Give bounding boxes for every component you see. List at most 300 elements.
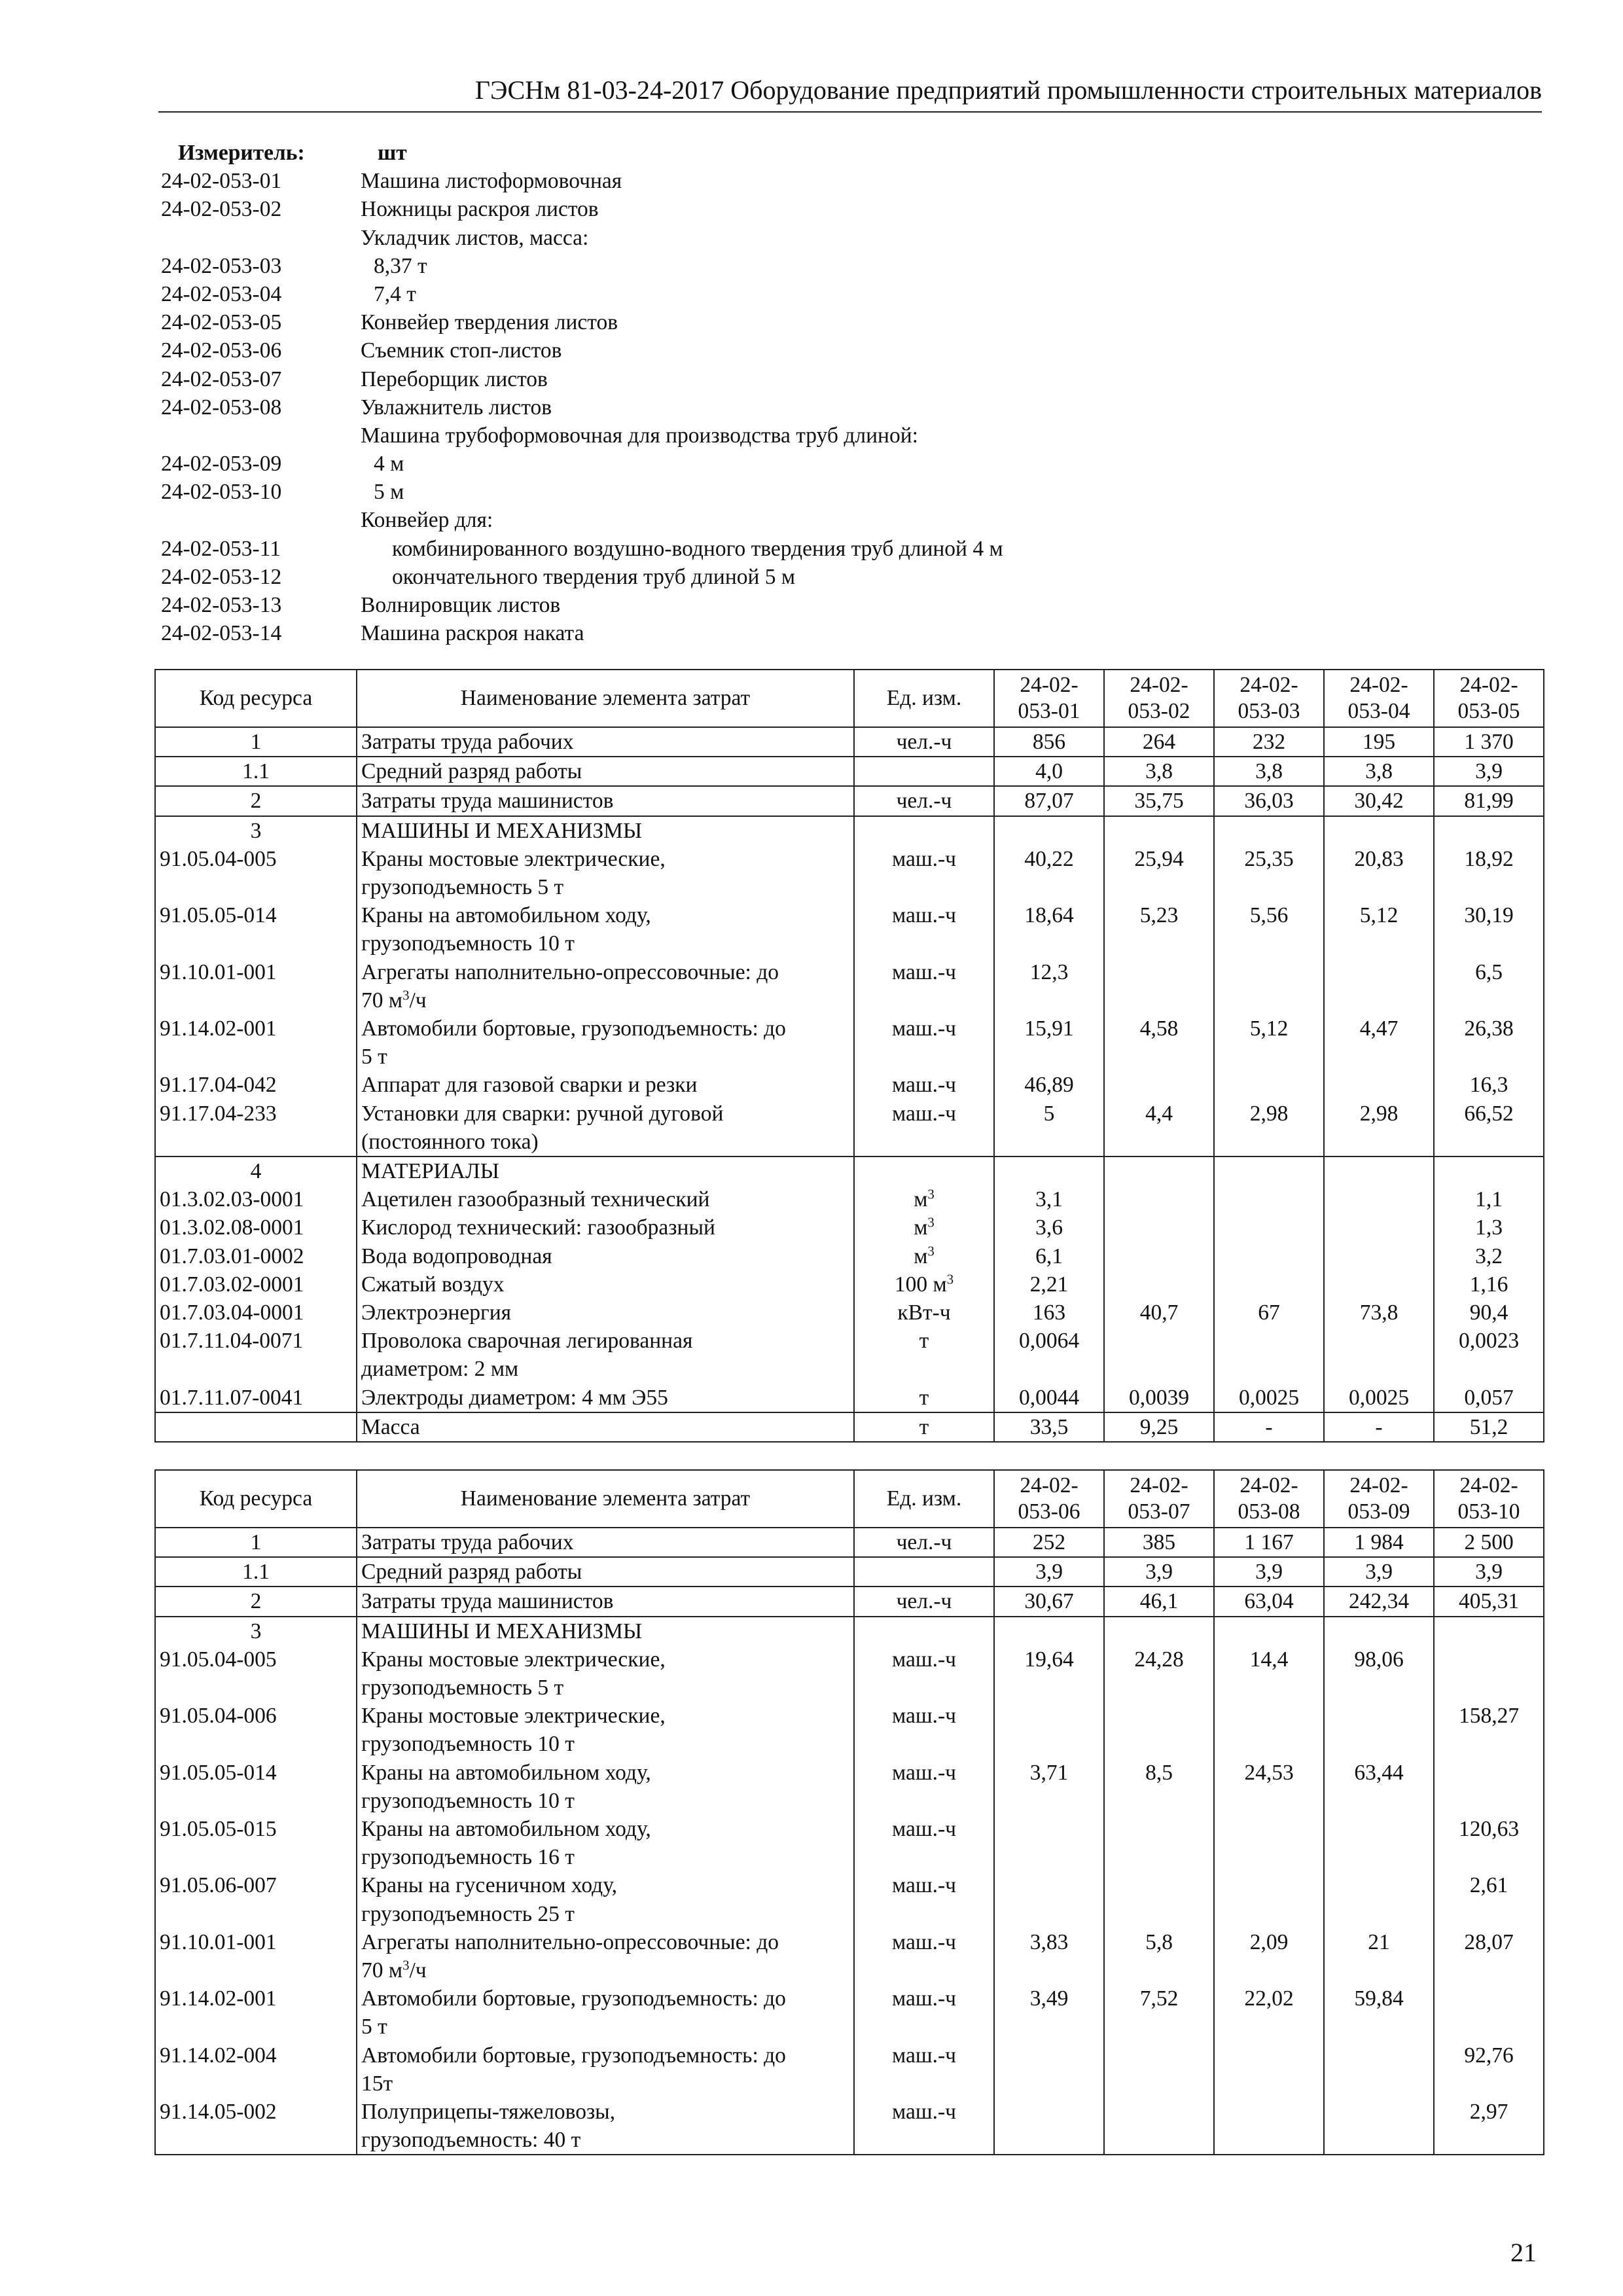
row-unit: чел.-ч bbox=[854, 727, 994, 757]
row-name: Средний разряд работы bbox=[357, 1557, 854, 1587]
row-value bbox=[994, 1617, 1104, 1645]
table-row bbox=[155, 1871, 1544, 1928]
row-value: 1 370 bbox=[1434, 727, 1544, 757]
row-code: 01.7.11.04-0071 bbox=[155, 1327, 357, 1383]
header-name: Наименование элемента затрат bbox=[357, 670, 854, 727]
row-unit: маш.-ч bbox=[854, 1014, 994, 1071]
row-value: 16,3 bbox=[1434, 1071, 1544, 1099]
row-name: МАТЕРИАЛЫ bbox=[357, 1157, 854, 1185]
header-column: 24-02- 053-05 bbox=[1434, 670, 1544, 727]
row-value: 0,0044 bbox=[994, 1384, 1104, 1412]
row-value bbox=[1434, 1157, 1544, 1185]
row-value: 24,28 bbox=[1104, 1645, 1214, 1702]
row-value: 2,61 bbox=[1434, 1871, 1544, 1928]
row-value: 405,31 bbox=[1434, 1587, 1544, 1616]
row-value bbox=[994, 1702, 1104, 1758]
row-value bbox=[1104, 1327, 1214, 1383]
row-name: Автомобили бортовые, грузоподъемность: до 15т bbox=[357, 2041, 854, 2098]
row-unit: т bbox=[854, 1327, 994, 1383]
row-value: 46,1 bbox=[1104, 1587, 1214, 1616]
row-value: 2,98 bbox=[1214, 1100, 1324, 1157]
row-value: 51,2 bbox=[1434, 1412, 1544, 1442]
item-code: 24-02-053-05 bbox=[161, 310, 282, 335]
row-value: 3,9 bbox=[1214, 1557, 1324, 1587]
row-code: 3 bbox=[155, 816, 357, 845]
row-value: 0,0025 bbox=[1214, 1384, 1324, 1412]
row-name: Полуприцепы-тяжеловозы, грузоподъемность: 40 т bbox=[357, 2098, 854, 2155]
table-row bbox=[155, 786, 1544, 816]
item-code: 24-02-053-02 bbox=[161, 197, 282, 222]
row-value bbox=[1214, 1213, 1324, 1242]
row-name: Электроэнергия bbox=[357, 1299, 854, 1327]
row-value: 163 bbox=[994, 1299, 1104, 1327]
row-value: 63,44 bbox=[1324, 1759, 1434, 1815]
row-name: Аппарат для газовой сварки и резки bbox=[357, 1071, 854, 1099]
row-unit: чел.-ч bbox=[854, 786, 994, 816]
header-column: 24-02- 053-04 bbox=[1324, 670, 1434, 727]
row-value bbox=[994, 2041, 1104, 2098]
row-value: 67 bbox=[1214, 1299, 1324, 1327]
table-row bbox=[155, 1071, 1544, 1099]
row-unit: маш.-ч bbox=[854, 1871, 994, 1928]
row-value: 12,3 bbox=[994, 958, 1104, 1014]
row-value bbox=[1104, 2098, 1214, 2155]
table-header-row bbox=[155, 1470, 1544, 1528]
row-code: 91.05.06-007 bbox=[155, 1871, 357, 1928]
item-name: Машина листоформовочная bbox=[361, 169, 622, 194]
row-value: 20,83 bbox=[1324, 845, 1434, 901]
row-value bbox=[1214, 2098, 1324, 2155]
row-value: 5,12 bbox=[1324, 901, 1434, 958]
item-name: Машина раскроя наката bbox=[361, 621, 584, 646]
row-value: 3,6 bbox=[994, 1213, 1104, 1242]
item-code: 24-02-053-01 bbox=[161, 169, 282, 194]
row-name: Автомобили бортовые, грузоподъемность: до 5 т bbox=[357, 1984, 854, 2041]
row-code: 91.05.04-006 bbox=[155, 1702, 357, 1758]
row-name: Затраты труда машинистов bbox=[357, 1587, 854, 1616]
row-code: 91.14.02-001 bbox=[155, 1014, 357, 1071]
row-value: 25,35 bbox=[1214, 845, 1324, 901]
row-value: 59,84 bbox=[1324, 1984, 1434, 2041]
row-value bbox=[1434, 1759, 1544, 1815]
row-code: 91.17.04-233 bbox=[155, 1100, 357, 1157]
row-unit: маш.-ч bbox=[854, 1645, 994, 1702]
row-code: 2 bbox=[155, 786, 357, 816]
row-value: 1 167 bbox=[1214, 1528, 1324, 1557]
row-code: 3 bbox=[155, 1617, 357, 1645]
table-row bbox=[155, 1759, 1544, 1815]
row-unit: $м^3$ bbox=[854, 1213, 994, 1242]
page-number: 21 bbox=[1510, 2238, 1537, 2267]
row-value: 90,4 bbox=[1434, 1299, 1544, 1327]
row-unit bbox=[854, 757, 994, 786]
row-value: 73,8 bbox=[1324, 1299, 1434, 1327]
row-value bbox=[1324, 1327, 1434, 1383]
row-value: 1,1 bbox=[1434, 1185, 1544, 1213]
row-value: 3,71 bbox=[994, 1759, 1104, 1815]
row-name: Краны на гусеничном ходу, грузоподъемность 25 т bbox=[357, 1871, 854, 1928]
row-unit: маш.-ч bbox=[854, 1815, 994, 1871]
item-code: 24-02-053-04 bbox=[161, 281, 282, 306]
row-name: Краны мостовые электрические, грузоподъемность 10 т bbox=[357, 1702, 854, 1758]
table-row bbox=[155, 1270, 1544, 1299]
item-row bbox=[161, 619, 1003, 647]
row-name: Затраты труда рабочих bbox=[357, 1528, 854, 1557]
row-value: 2,97 bbox=[1434, 2098, 1544, 2155]
row-value: 3,9 bbox=[1104, 1557, 1214, 1587]
row-value: 26,38 bbox=[1434, 1014, 1544, 1071]
row-value bbox=[1104, 1871, 1214, 1928]
row-value: 3,9 bbox=[994, 1557, 1104, 1587]
row-value bbox=[1324, 1815, 1434, 1871]
row-value bbox=[1214, 816, 1324, 845]
row-value: 4,47 bbox=[1324, 1014, 1434, 1071]
row-name: Краны мостовые электрические, грузоподъемность 5 т bbox=[357, 1645, 854, 1702]
row-unit: $м^3$ bbox=[854, 1185, 994, 1213]
row-code: 91.05.05-014 bbox=[155, 901, 357, 958]
row-value: 30,67 bbox=[994, 1587, 1104, 1616]
item-code bbox=[161, 422, 361, 450]
item-code: 24-02-053-09 bbox=[161, 452, 282, 476]
row-name: Затраты труда машинистов bbox=[357, 786, 854, 816]
row-code: 01.3.02.03-0001 bbox=[155, 1185, 357, 1213]
measure-list bbox=[161, 139, 1003, 647]
header-column: 24-02- 053-07 bbox=[1104, 1470, 1214, 1528]
row-value bbox=[1104, 1702, 1214, 1758]
row-value bbox=[1214, 1242, 1324, 1270]
measure-label: Измеритель: bbox=[178, 141, 305, 165]
row-value: 81,99 bbox=[1434, 786, 1544, 816]
row-value bbox=[1104, 1617, 1214, 1645]
row-value: 66,52 bbox=[1434, 1100, 1544, 1157]
table-row bbox=[155, 1412, 1544, 1442]
row-code: 91.05.04-005 bbox=[155, 845, 357, 901]
row-value: 6,5 bbox=[1434, 958, 1544, 1014]
row-value: 3,8 bbox=[1324, 757, 1434, 786]
row-name: Электроды диаметром: 4 мм Э55 bbox=[357, 1384, 854, 1412]
row-value: - bbox=[1214, 1412, 1324, 1442]
row-code: 91.05.04-005 bbox=[155, 1645, 357, 1702]
row-name: Проволока сварочная легированная диаметром: 2 мм bbox=[357, 1327, 854, 1383]
row-value: 0,0025 bbox=[1324, 1384, 1434, 1412]
row-unit: чел.-ч bbox=[854, 1528, 994, 1557]
row-value bbox=[994, 1157, 1104, 1185]
table-row bbox=[155, 1242, 1544, 1270]
table-row bbox=[155, 1587, 1544, 1616]
row-unit: кВт-ч bbox=[854, 1299, 994, 1327]
table-row bbox=[155, 1557, 1544, 1587]
item-row bbox=[161, 478, 1003, 506]
row-value bbox=[1214, 1185, 1324, 1213]
row-value: 3,83 bbox=[994, 1928, 1104, 1984]
row-unit: т bbox=[854, 1384, 994, 1412]
table-row bbox=[155, 2098, 1544, 2155]
item-code: 24-02-053-13 bbox=[161, 593, 282, 617]
row-value: 3,9 bbox=[1324, 1557, 1434, 1587]
item-row bbox=[161, 280, 1003, 308]
header-column: 24-02- 053-06 bbox=[994, 1470, 1104, 1528]
row-value bbox=[1104, 1213, 1214, 1242]
row-value bbox=[1104, 1242, 1214, 1270]
header-column: 24-02- 053-10 bbox=[1434, 1470, 1544, 1528]
row-name: Агрегаты наполнительно-опрессовочные: до 70 $м^3/ч$ bbox=[357, 1928, 854, 1984]
row-value: 252 bbox=[994, 1528, 1104, 1557]
header-unit: Ед. изм. bbox=[854, 1470, 994, 1528]
row-unit: маш.-ч bbox=[854, 1071, 994, 1099]
row-value: 6,1 bbox=[994, 1242, 1104, 1270]
row-unit: маш.-ч bbox=[854, 1100, 994, 1157]
row-value: 1,3 bbox=[1434, 1213, 1544, 1242]
row-unit: маш.-ч bbox=[854, 2041, 994, 2098]
table-row bbox=[155, 1014, 1544, 1071]
row-unit: маш.-ч bbox=[854, 1702, 994, 1758]
table-row bbox=[155, 1299, 1544, 1327]
row-code: 01.7.03.02-0001 bbox=[155, 1270, 357, 1299]
row-value: 18,64 bbox=[994, 901, 1104, 958]
header-code: Код ресурса bbox=[155, 1470, 357, 1528]
row-code: 1 bbox=[155, 727, 357, 757]
row-value: 195 bbox=[1324, 727, 1434, 757]
row-value bbox=[1104, 816, 1214, 845]
table-row bbox=[155, 1100, 1544, 1157]
row-value: 2,98 bbox=[1324, 1100, 1434, 1157]
item-row bbox=[161, 167, 1003, 195]
row-code: 91.10.01-001 bbox=[155, 958, 357, 1014]
row-value: 3,8 bbox=[1214, 757, 1324, 786]
row-name: Ацетилен газообразный технический bbox=[357, 1185, 854, 1213]
row-value: 2,09 bbox=[1214, 1928, 1324, 1984]
row-value: 30,42 bbox=[1324, 786, 1434, 816]
row-value: 30,19 bbox=[1434, 901, 1544, 958]
row-name: Краны мостовые электрические, грузоподъемность 5 т bbox=[357, 845, 854, 901]
row-code: 1.1 bbox=[155, 1557, 357, 1587]
header-code: Код ресурса bbox=[155, 670, 357, 727]
row-code: 01.7.03.04-0001 bbox=[155, 1299, 357, 1327]
row-value: 856 bbox=[994, 727, 1104, 757]
row-value: 242,34 bbox=[1324, 1587, 1434, 1616]
item-code: 24-02-053-11 bbox=[161, 536, 281, 561]
row-code: 01.7.03.01-0002 bbox=[155, 1242, 357, 1270]
item-code: 24-02-053-06 bbox=[161, 338, 282, 363]
row-value: 3,9 bbox=[1434, 757, 1544, 786]
row-value: 4,58 bbox=[1104, 1014, 1214, 1071]
row-value bbox=[1324, 1157, 1434, 1185]
row-value: 40,22 bbox=[994, 845, 1104, 901]
row-name: Краны на автомобильном ходу, грузоподъемность 10 т bbox=[357, 901, 854, 958]
row-name: Масса bbox=[357, 1412, 854, 1442]
row-value bbox=[1324, 1213, 1434, 1242]
header-name: Наименование элемента затрат bbox=[357, 1470, 854, 1528]
item-list bbox=[161, 167, 1003, 647]
row-name: Краны на автомобильном ходу, грузоподъемность 10 т bbox=[357, 1759, 854, 1815]
row-unit: маш.-ч bbox=[854, 1759, 994, 1815]
row-value: 8,5 bbox=[1104, 1759, 1214, 1815]
row-value: 5,23 bbox=[1104, 901, 1214, 958]
row-value: 18,92 bbox=[1434, 845, 1544, 901]
row-value: 385 bbox=[1104, 1528, 1214, 1557]
table-row bbox=[155, 1617, 1544, 1645]
row-code bbox=[155, 1412, 357, 1442]
row-value bbox=[1324, 958, 1434, 1014]
row-value bbox=[1104, 1185, 1214, 1213]
row-value bbox=[1434, 1617, 1544, 1645]
row-code: 91.05.05-015 bbox=[155, 1815, 357, 1871]
item-name: Машина трубоформовочная для производства труб длиной: bbox=[361, 423, 918, 448]
table-row bbox=[155, 958, 1544, 1014]
item-row bbox=[161, 195, 1003, 223]
row-unit bbox=[854, 1157, 994, 1185]
table-row bbox=[155, 1984, 1544, 2041]
row-value: 5,8 bbox=[1104, 1928, 1214, 1984]
row-value bbox=[1434, 816, 1544, 845]
table-row bbox=[155, 901, 1544, 958]
row-code: 1.1 bbox=[155, 757, 357, 786]
row-value: 28,07 bbox=[1434, 1928, 1544, 1984]
row-unit bbox=[854, 1557, 994, 1587]
row-unit: маш.-ч bbox=[854, 845, 994, 901]
row-value: 19,64 bbox=[994, 1645, 1104, 1702]
row-value bbox=[994, 1815, 1104, 1871]
item-name: окончательного твердения труб длиной 5 м bbox=[392, 564, 796, 589]
header-column: 24-02- 053-01 bbox=[994, 670, 1104, 727]
item-row bbox=[161, 563, 1003, 591]
item-code bbox=[161, 224, 361, 252]
item-row bbox=[161, 308, 1003, 336]
row-value bbox=[1324, 1270, 1434, 1299]
row-value bbox=[994, 2098, 1104, 2155]
row-value bbox=[1214, 1327, 1324, 1383]
table-row bbox=[155, 757, 1544, 786]
row-value: 87,07 bbox=[994, 786, 1104, 816]
row-name: Сжатый воздух bbox=[357, 1270, 854, 1299]
row-value: 63,04 bbox=[1214, 1587, 1324, 1616]
item-name: Переборщик листов bbox=[361, 367, 548, 391]
row-code: 91.14.02-004 bbox=[155, 2041, 357, 2098]
item-row bbox=[161, 224, 1003, 252]
row-value bbox=[1214, 1270, 1324, 1299]
row-value bbox=[1324, 2098, 1434, 2155]
item-row bbox=[161, 422, 1003, 450]
item-name: Ножницы раскроя листов bbox=[361, 197, 599, 222]
row-value: 40,7 bbox=[1104, 1299, 1214, 1327]
row-value: 2,21 bbox=[994, 1270, 1104, 1299]
row-value: 3,1 bbox=[994, 1185, 1104, 1213]
table-row bbox=[155, 1702, 1544, 1758]
item-row bbox=[161, 336, 1003, 365]
row-value: 14,4 bbox=[1214, 1645, 1324, 1702]
row-value bbox=[1324, 2041, 1434, 2098]
item-name: комбинированного воздушно-водного твердения труб длиной 4 м bbox=[392, 536, 1003, 561]
row-unit: маш.-ч bbox=[854, 958, 994, 1014]
row-name: Вода водопроводная bbox=[357, 1242, 854, 1270]
row-code: 91.17.04-042 bbox=[155, 1071, 357, 1099]
item-row bbox=[161, 252, 1003, 280]
table-row bbox=[155, 1645, 1544, 1702]
item-row bbox=[161, 393, 1003, 422]
item-row bbox=[161, 365, 1003, 393]
row-value bbox=[1324, 816, 1434, 845]
row-value bbox=[1214, 1157, 1324, 1185]
table-row bbox=[155, 1157, 1544, 1185]
row-value: 0,0039 bbox=[1104, 1384, 1214, 1412]
row-value: 4,0 bbox=[994, 757, 1104, 786]
item-row bbox=[161, 591, 1003, 619]
row-unit: чел.-ч bbox=[854, 1587, 994, 1616]
table-row bbox=[155, 727, 1544, 757]
table-row bbox=[155, 1928, 1544, 1984]
row-value bbox=[1104, 1157, 1214, 1185]
row-value bbox=[1434, 1645, 1544, 1702]
row-value: 264 bbox=[1104, 727, 1214, 757]
row-value bbox=[1104, 2041, 1214, 2098]
row-value bbox=[1324, 1185, 1434, 1213]
row-value: 98,06 bbox=[1324, 1645, 1434, 1702]
row-code: 91.10.01-001 bbox=[155, 1928, 357, 1984]
row-value bbox=[1324, 1617, 1434, 1645]
item-name: 5 м bbox=[374, 480, 404, 505]
row-value: 0,057 bbox=[1434, 1384, 1544, 1412]
table-row bbox=[155, 2041, 1544, 2098]
row-value bbox=[1324, 1702, 1434, 1758]
row-value: - bbox=[1324, 1412, 1434, 1442]
row-unit: т bbox=[854, 1412, 994, 1442]
row-value: 232 bbox=[1214, 727, 1324, 757]
row-value bbox=[1324, 1871, 1434, 1928]
table-row bbox=[155, 1528, 1544, 1557]
row-value: 25,94 bbox=[1104, 845, 1214, 901]
row-value: 1 984 bbox=[1324, 1528, 1434, 1557]
row-value: 3,9 bbox=[1434, 1557, 1544, 1587]
header-column: 24-02- 053-08 bbox=[1214, 1470, 1324, 1528]
item-code: 24-02-053-14 bbox=[161, 621, 282, 646]
row-unit: 100 $м^3$ bbox=[854, 1270, 994, 1299]
row-value: 24,53 bbox=[1214, 1759, 1324, 1815]
row-value bbox=[1214, 1871, 1324, 1928]
row-value: 3,8 bbox=[1104, 757, 1214, 786]
row-code: 2 bbox=[155, 1587, 357, 1616]
item-row bbox=[161, 506, 1003, 534]
table-row bbox=[155, 816, 1544, 845]
row-value: 0,0023 bbox=[1434, 1327, 1544, 1383]
row-unit: маш.-ч bbox=[854, 1984, 994, 2041]
row-unit: маш.-ч bbox=[854, 901, 994, 958]
row-value bbox=[1104, 1270, 1214, 1299]
row-name: Агрегаты наполнительно-опрессовочные: до 70 $м^3/ч$ bbox=[357, 958, 854, 1014]
row-name: МАШИНЫ И МЕХАНИЗМЫ bbox=[357, 1617, 854, 1645]
row-unit: $м^3$ bbox=[854, 1242, 994, 1270]
row-name: Установки для сварки: ручной дуговой (постоянного тока) bbox=[357, 1100, 854, 1157]
row-value: 158,27 bbox=[1434, 1702, 1544, 1758]
item-name: 8,37 т bbox=[374, 253, 427, 278]
table-row bbox=[155, 845, 1544, 901]
row-name: Кислород технический: газообразный bbox=[357, 1213, 854, 1242]
row-value bbox=[994, 1871, 1104, 1928]
row-value: 0,0064 bbox=[994, 1327, 1104, 1383]
document-title: ГЭСНм 81-03-24-2017 Оборудование предприятий промышленности строительных материалов bbox=[474, 75, 1542, 105]
row-value: 46,89 bbox=[994, 1071, 1104, 1099]
row-value bbox=[1104, 1815, 1214, 1871]
row-value: 5 bbox=[994, 1100, 1104, 1157]
header-column: 24-02- 053-03 bbox=[1214, 670, 1324, 727]
item-name: Конвейер твердения листов bbox=[361, 310, 618, 335]
row-value bbox=[1214, 1815, 1324, 1871]
row-value: 9,25 bbox=[1104, 1412, 1214, 1442]
header-column: 24-02- 053-09 bbox=[1324, 1470, 1434, 1528]
row-value: 5,56 bbox=[1214, 901, 1324, 958]
row-value: 15,91 bbox=[994, 1014, 1104, 1071]
table-row bbox=[155, 1384, 1544, 1412]
item-name: Конвейер для: bbox=[361, 508, 493, 533]
